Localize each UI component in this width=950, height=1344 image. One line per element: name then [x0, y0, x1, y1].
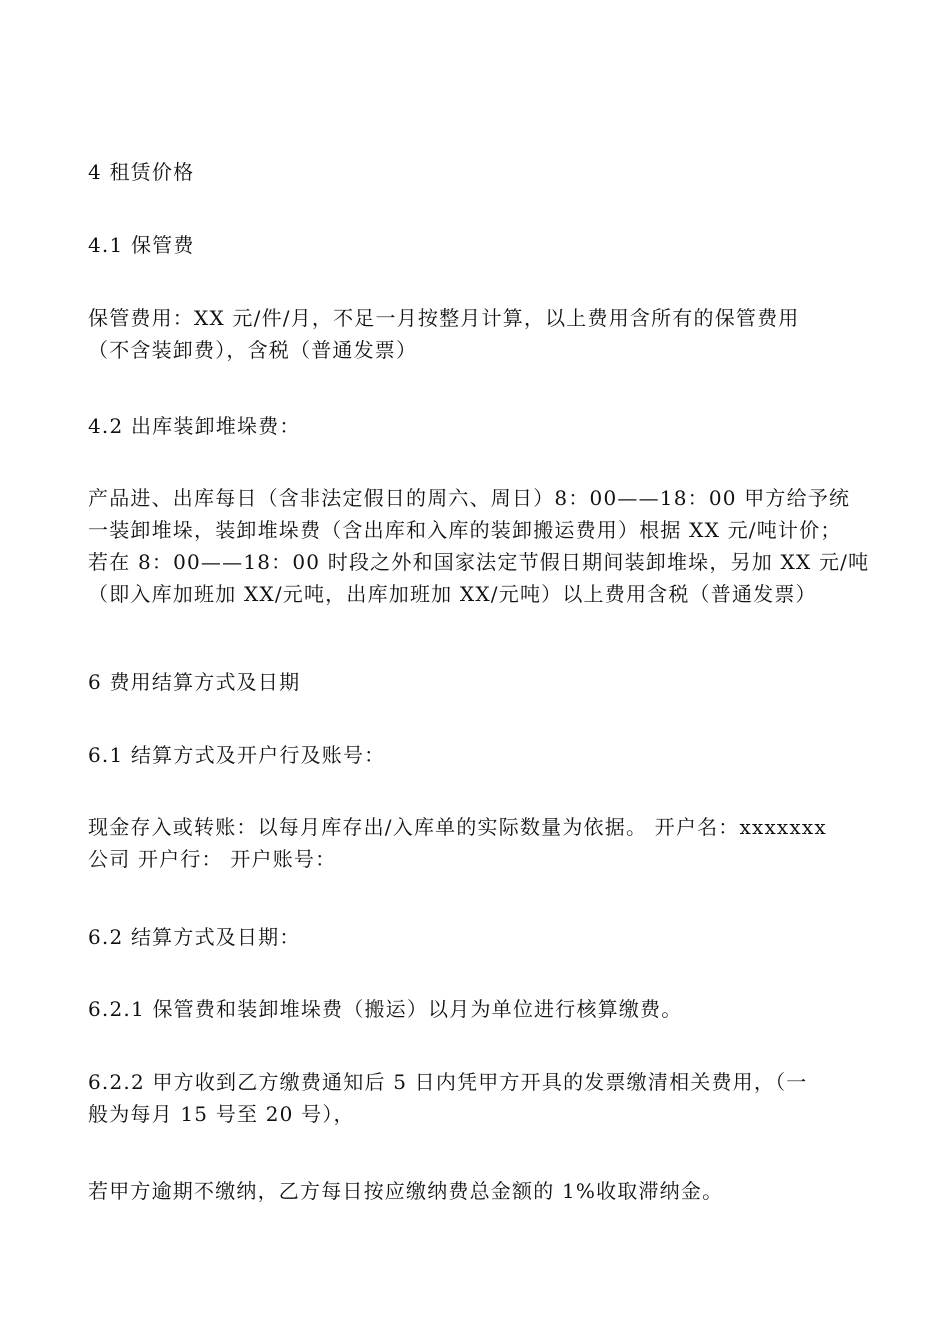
heading-text: 6.1 结算方式及开户行及账号： — [88, 743, 386, 767]
paragraph-line: 若在 8：00——18：00 时段之外和国家法定节假日期间装卸堆垛，另加 XX 元/吨 — [88, 550, 870, 574]
paragraph-line: （不含装卸费），含税（普通发票） — [88, 338, 418, 362]
section-4-2-body — [88, 482, 878, 610]
section-4-heading — [88, 156, 878, 188]
paragraph-line: 公司 开户行： 开户账号： — [88, 847, 337, 871]
paragraph-line: 产品进、出库每日（含非法定假日的周六、周日）8：00——18：00 甲方给予统 — [88, 486, 851, 510]
section-6-2-1-body — [88, 993, 878, 1025]
paragraph-line: 6.2.1 保管费和装卸堆垛费（搬运）以月为单位进行核算缴费。 — [88, 997, 683, 1021]
heading-text: 4.2 出库装卸堆垛费： — [88, 414, 301, 438]
late-fee-paragraph — [88, 1175, 878, 1207]
paragraph-line: 保管费用：XX 元/件/月，不足一月按整月计算，以上费用含所有的保管费用 — [88, 306, 800, 330]
paragraph-line: 一装卸堆垛，装卸堆垛费（含出库和入库的装卸搬运费用）根据 XX 元/吨计价； — [88, 518, 842, 542]
paragraph-line: 现金存入或转账：以每月库存出/入库单的实际数量为依据。 开户名：xxxxxxx — [88, 815, 827, 839]
section-6-1-body — [88, 811, 878, 875]
section-6-2-2-body — [88, 1066, 878, 1130]
section-6-2-heading — [88, 921, 878, 953]
section-4-2-heading — [88, 410, 878, 442]
paragraph-line: 般为每月 15 号至 20 号）， — [88, 1102, 355, 1126]
paragraph-line: （即入库加班加 XX/元吨，出库加班加 XX/元吨）以上费用含税（普通发票） — [88, 582, 817, 606]
heading-text: 6.2 结算方式及日期： — [88, 925, 301, 949]
paragraph-line: 若甲方逾期不缴纳，乙方每日按应缴纳费总金额的 1%收取滞纳金。 — [88, 1179, 724, 1203]
heading-text: 6 费用结算方式及日期 — [88, 670, 301, 694]
section-6-1-heading — [88, 739, 878, 771]
heading-text: 4.1 保管费 — [88, 233, 195, 257]
section-4-1-heading — [88, 229, 878, 261]
paragraph-line: 6.2.2 甲方收到乙方缴费通知后 5 日内凭甲方开具的发票缴清相关费用，（一 — [88, 1070, 808, 1094]
section-6-heading — [88, 666, 878, 698]
heading-text: 4 租赁价格 — [88, 160, 195, 184]
section-4-1-body — [88, 302, 878, 366]
